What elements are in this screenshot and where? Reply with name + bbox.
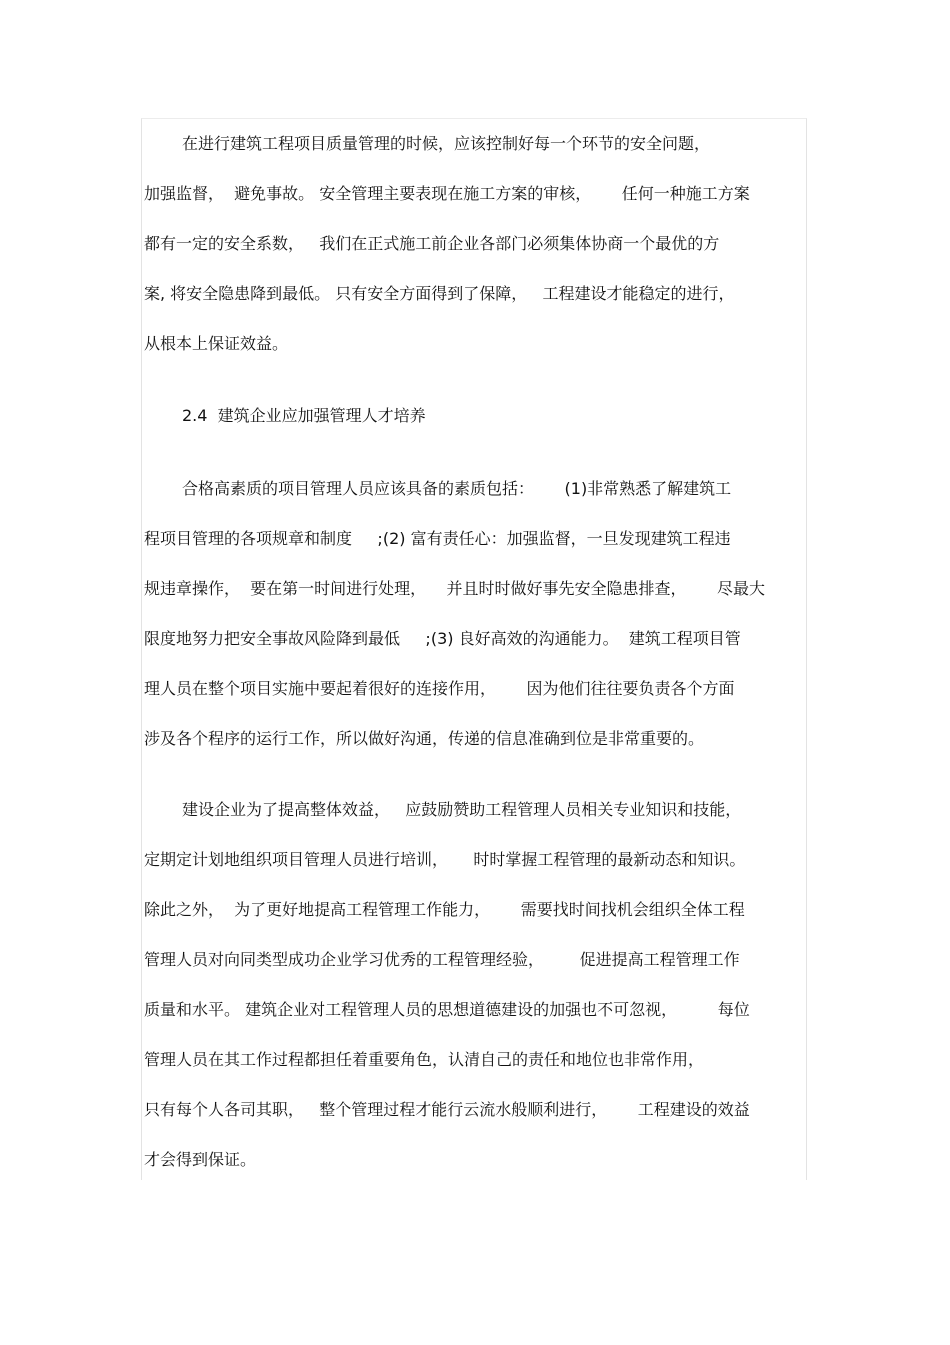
paragraph-3-line-4: 管理人员对向同类型成功企业学习优秀的工程管理经验， 促进提高工程管理工作 [144, 950, 740, 969]
section-heading: 2.4 建筑企业应加强管理人才培养 [182, 406, 426, 425]
paragraph-2-line-1: 合格高素质的项目管理人员应该具备的素质包括： (1)非常熟悉了解建筑工 [182, 479, 732, 498]
paragraph-1-line-3: 都有一定的安全系数， 我们在正式施工前企业各部门必须集体协商一个最优的方 [144, 234, 720, 253]
paragraph-2-line-4: 限度地努力把安全事故风险降到最低 ;(3) 良好高效的沟通能力。 建筑工程项目管 [144, 629, 741, 648]
paragraph-2-line-5: 理人员在整个项目实施中要起着很好的连接作用， 因为他们往往要负责各个方面 [144, 679, 735, 698]
paragraph-3-line-3: 除此之外， 为了更好地提高工程管理工作能力， 需要找时间找机会组织全体工程 [144, 900, 745, 919]
paragraph-3-line-2: 定期定计划地组织项目管理人员进行培训， 时时掌握工程管理的最新动态和知识。 [144, 850, 746, 869]
paragraph-1-line-1: 在进行建筑工程项目质量管理的时候，应该控制好每一个环节的安全问题， [182, 134, 711, 153]
paragraph-3-line-8: 才会得到保证。 [144, 1150, 257, 1169]
paragraph-3-line-7: 只有每个人各司其职， 整个管理过程才能行云流水般顺利进行， 工程建设的效益 [144, 1100, 750, 1119]
paragraph-1-line-4: 案, 将安全隐患降到最低。 只有安全方面得到了保障， 工程建设才能稳定的进行， [144, 284, 735, 303]
paragraph-2-line-2: 程项目管理的各项规章和制度 ;(2) 富有责任心：加强监督，一旦发现建筑工程违 [144, 529, 731, 548]
paragraph-2-line-3: 规违章操作， 要在第一时间进行处理， 并且时时做好事先安全隐患排查， 尽最大 [144, 579, 766, 598]
paragraph-3-line-6: 管理人员在其工作过程都担任着重要角色，认清自己的责任和地位也非常作用， [144, 1050, 705, 1069]
paragraph-3-line-5: 质量和水平。 建筑企业对工程管理人员的思想道德建设的加强也不可忽视， 每位 [144, 1000, 750, 1019]
paragraph-1-line-5: 从根本上保证效益。 [144, 334, 289, 353]
paragraph-1-line-2: 加强监督， 避免事故。 安全管理主要表现在施工方案的审核， 任何一种施工方案 [144, 184, 750, 203]
paragraph-2-line-6: 涉及各个程序的运行工作，所以做好沟通，传递的信息准确到位是非常重要的。 [144, 729, 705, 748]
paragraph-3-line-1: 建设企业为了提高整体效益， 应鼓励赞助工程管理人员相关专业知识和技能， [182, 800, 742, 819]
